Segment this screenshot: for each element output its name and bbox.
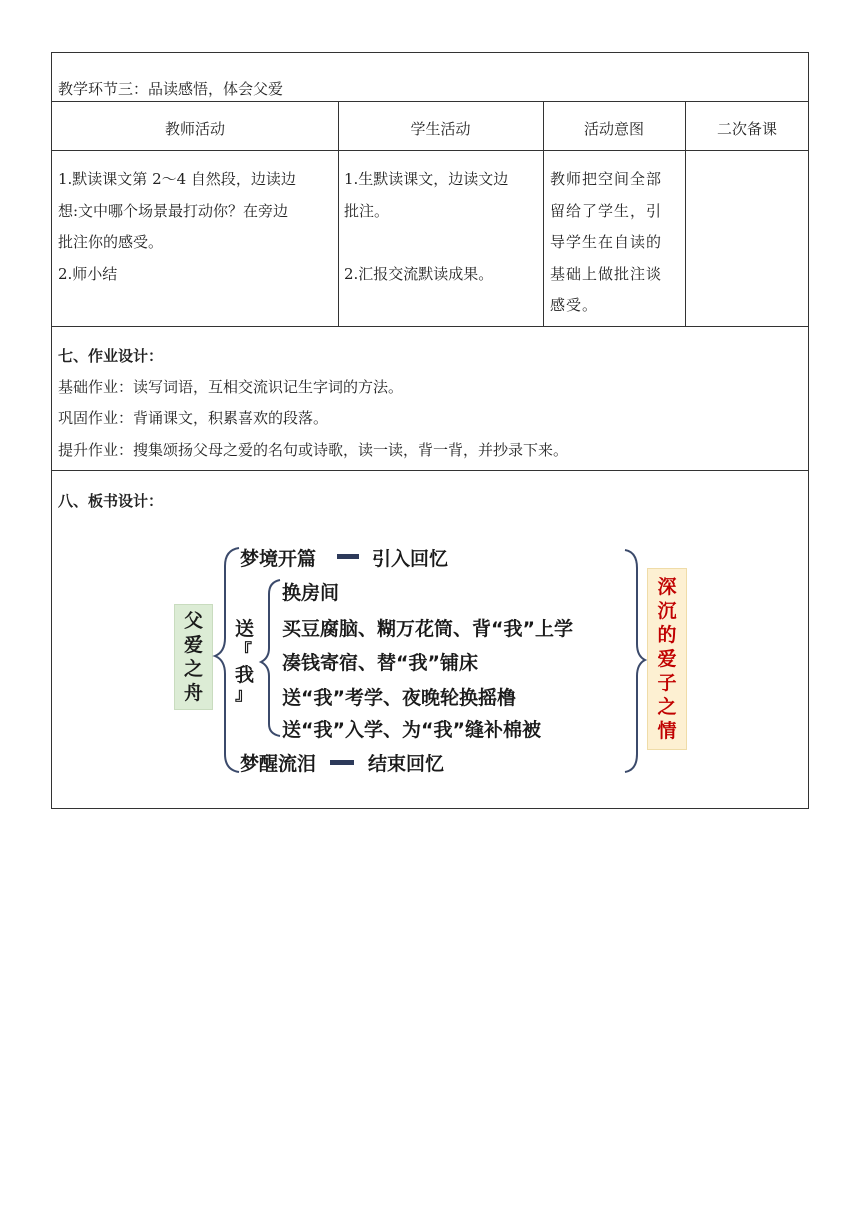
header-student: 学生活动 [410, 120, 471, 138]
board-item: 买豆腐脑、糊万花筒、背“我”上学 [282, 618, 573, 640]
right-char: 的 [657, 624, 677, 646]
inner-brace [261, 580, 280, 736]
right-brace [625, 550, 645, 772]
teacher-line: 1.默读课文第 2～4 自然段，边读边 [58, 170, 296, 188]
header-revision: 二次备课 [716, 120, 777, 138]
send-char: 我 [235, 664, 255, 686]
homework-line: 巩固作业：背诵课文，积累喜欢的段落。 [58, 409, 329, 427]
row-divider [52, 326, 808, 327]
board-item: 送“我”入学、为“我”缝补棉被 [282, 719, 541, 741]
bottom-start: 梦醒流泪 [240, 753, 317, 775]
send-bracket: 』 [235, 685, 252, 705]
homework-line: 提升作业：搜集颂扬父母之爱的名句或诗歌，读一读，背一背，并抄录下来。 [58, 441, 569, 459]
student-line: 批注。 [344, 202, 390, 220]
homework-line: 基础作业：读写词语，互相交流识记生字词的方法。 [58, 378, 404, 396]
top-end: 引入回忆 [372, 548, 449, 570]
right-char: 深 [657, 576, 677, 598]
left-char: 爱 [183, 634, 203, 656]
bottom-end: 结束回忆 [368, 753, 445, 775]
board-item: 换房间 [282, 582, 340, 604]
intent-line: 导学生在自读的 [550, 233, 663, 251]
board-item: 凑钱寄宿、替“我”铺床 [282, 652, 478, 674]
left-char: 之 [183, 658, 203, 680]
row-divider [52, 470, 808, 471]
teacher-line: 想:文中哪个场景最打动你？在旁边 [58, 202, 289, 220]
intent-line: 基础上做批注谈 [550, 265, 663, 283]
header-intent: 活动意图 [583, 120, 644, 138]
intent-line: 感受。 [550, 296, 599, 314]
intent-line: 留给了学生，引 [550, 202, 663, 220]
board-diagram [165, 538, 695, 778]
right-char: 爱 [657, 648, 677, 670]
send-char: 送 [235, 618, 255, 640]
board-item: 送“我”考学、夜晚轮换摇橹 [282, 687, 516, 709]
homework-title: 七、作业设计： [58, 347, 164, 365]
intent-line: 教师把空间全部 [550, 170, 663, 188]
bottom-dash [330, 760, 354, 765]
row-divider [52, 150, 808, 151]
header-teacher: 教师活动 [164, 120, 225, 138]
top-dash [337, 554, 359, 559]
right-theme-box [647, 568, 687, 750]
teacher-line: 批注你的感受。 [58, 233, 164, 251]
top-start: 梦境开篇 [240, 548, 317, 570]
right-char: 之 [657, 696, 677, 718]
right-char: 沉 [657, 600, 677, 622]
student-line: 1.生默读课文，边读文边 [344, 170, 509, 188]
left-char: 舟 [183, 682, 203, 704]
right-char: 情 [657, 720, 677, 742]
board-title: 八、板书设计： [58, 492, 164, 510]
row-divider [52, 101, 808, 102]
right-char: 子 [657, 672, 677, 694]
section-title: 教学环节三：品读感悟，体会父爱 [58, 80, 284, 98]
student-line: 2.汇报交流默读成果。 [344, 265, 494, 283]
send-bracket: 『 [235, 641, 252, 661]
teacher-line: 2.师小结 [58, 265, 118, 283]
left-char: 父 [183, 610, 203, 632]
